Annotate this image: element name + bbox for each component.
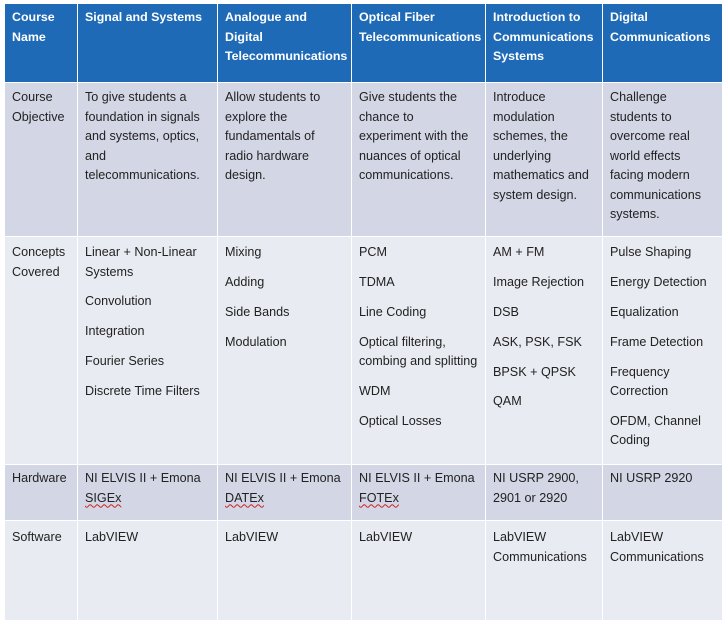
hardware-cell bbox=[352, 465, 486, 521]
concept-item: QAM bbox=[493, 394, 522, 409]
row-label-hardware: Hardware bbox=[5, 465, 78, 521]
concept-item: Linear + Non-Linear Systems bbox=[85, 245, 197, 279]
row-label-objective: Course Objective bbox=[5, 83, 78, 237]
concept-item: Mixing bbox=[225, 245, 262, 259]
concept-item: OFDM, Channel Coding bbox=[610, 413, 701, 448]
concept-item: PCM bbox=[359, 245, 387, 259]
course-comparison-table bbox=[4, 3, 723, 621]
software-row bbox=[5, 521, 723, 621]
hardware-cell bbox=[603, 465, 723, 521]
concept-item: Energy Detection bbox=[610, 274, 707, 289]
table-header-row bbox=[5, 4, 723, 83]
hardware-text: NI USRP 2920 bbox=[610, 471, 693, 485]
concepts-row bbox=[5, 237, 723, 465]
concept-item: Optical filtering, combing and splitting bbox=[359, 334, 478, 369]
software-cell: LabVIEW bbox=[78, 521, 218, 621]
concept-item: WDM bbox=[359, 384, 391, 399]
concepts-cell bbox=[78, 237, 218, 465]
concept-item: Side Bands bbox=[225, 304, 290, 319]
concept-item: Frequency Correction bbox=[610, 364, 670, 399]
software-cell: LabVIEW Communications bbox=[486, 521, 603, 621]
concepts-cell bbox=[352, 237, 486, 465]
row-label-course-name: Course Name bbox=[5, 4, 78, 83]
concept-item: Frame Detection bbox=[610, 334, 704, 349]
hardware-cell bbox=[218, 465, 352, 521]
hardware-text: NI ELVIS II + Emona bbox=[85, 471, 201, 485]
software-cell: LabVIEW bbox=[352, 521, 486, 621]
objective-cell: Challenge students to overcome real world effects facing modern communications systems. bbox=[603, 83, 723, 237]
hardware-row bbox=[5, 465, 723, 521]
hardware-tag: DATEx bbox=[225, 490, 264, 505]
objective-cell: Introduce modulation schemes, the underlying mathematics and system design. bbox=[486, 83, 603, 237]
concept-item: BPSK + QPSK bbox=[493, 364, 576, 379]
concept-item: Modulation bbox=[225, 334, 287, 349]
objective-cell: Give students the chance to experiment with the nuances of optical communications. bbox=[352, 83, 486, 237]
concepts-cell bbox=[603, 237, 723, 465]
concept-item: Adding bbox=[225, 274, 265, 289]
row-label-concepts: Concepts Covered bbox=[5, 237, 78, 465]
hardware-text: NI ELVIS II + Emona bbox=[225, 471, 341, 485]
concept-item: AM + FM bbox=[493, 245, 545, 259]
concept-item: DSB bbox=[493, 304, 519, 319]
concept-item: Convolution bbox=[85, 294, 152, 309]
course-name-cell: Optical Fiber Telecommunications bbox=[352, 4, 486, 83]
concept-item: Optical Losses bbox=[359, 413, 442, 428]
course-name-cell: Analogue and Digital Telecommunications bbox=[218, 4, 352, 83]
concept-item: Integration bbox=[85, 324, 145, 339]
concept-item: ASK, PSK, FSK bbox=[493, 334, 582, 349]
hardware-cell bbox=[486, 465, 603, 521]
hardware-tag: FOTEx bbox=[359, 490, 399, 505]
objective-cell: To give students a foundation in signals and systems, optics, and telecommunications. bbox=[78, 83, 218, 237]
concepts-cell bbox=[218, 237, 352, 465]
concept-item: TDMA bbox=[359, 274, 395, 289]
course-name-cell: Digital Communications bbox=[603, 4, 723, 83]
course-name-cell: Introduction to Communications Systems bbox=[486, 4, 603, 83]
concept-item: Equalization bbox=[610, 304, 679, 319]
row-label-software: Software bbox=[5, 521, 78, 621]
objective-row bbox=[5, 83, 723, 237]
course-name-cell: Signal and Systems bbox=[78, 4, 218, 83]
hardware-text: NI ELVIS II + Emona bbox=[359, 471, 475, 485]
hardware-cell bbox=[78, 465, 218, 521]
hardware-text: NI USRP 2900, 2901 or 2920 bbox=[493, 471, 579, 505]
software-cell: LabVIEW bbox=[218, 521, 352, 621]
concept-item: Fourier Series bbox=[85, 354, 165, 369]
concepts-cell bbox=[486, 237, 603, 465]
software-cell: LabVIEW Communications bbox=[603, 521, 723, 621]
concept-item: Pulse Shaping bbox=[610, 245, 692, 259]
objective-cell: Allow students to explore the fundamentals of radio hardware design. bbox=[218, 83, 352, 237]
concept-item: Discrete Time Filters bbox=[85, 384, 200, 399]
concept-item: Image Rejection bbox=[493, 274, 585, 289]
concept-item: Line Coding bbox=[359, 304, 427, 319]
hardware-tag: SIGEx bbox=[85, 490, 122, 505]
